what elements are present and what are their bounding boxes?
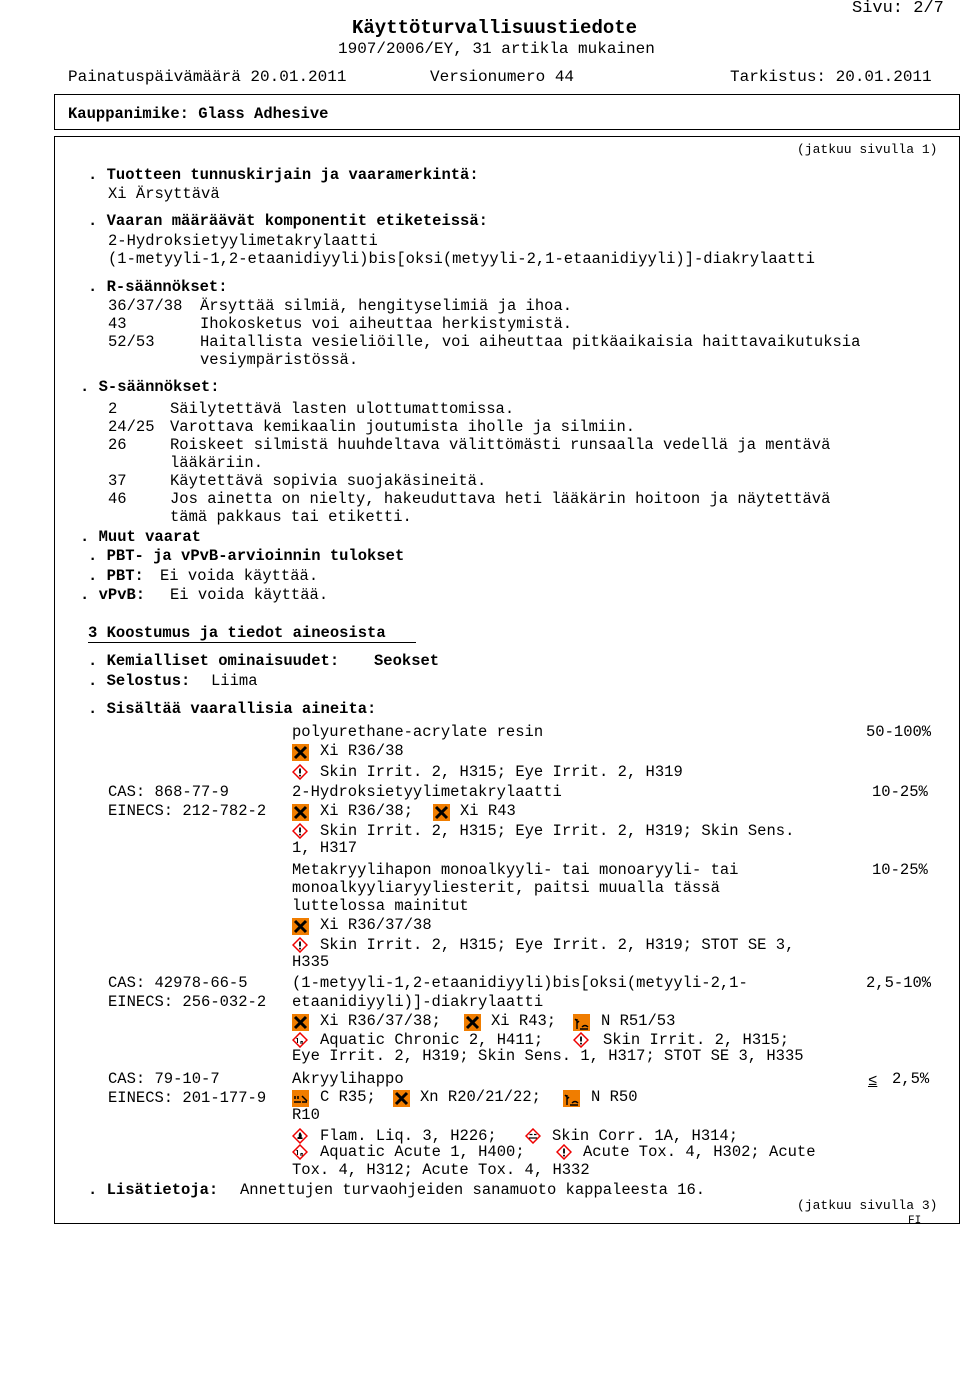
substance-name: (1-metyyli-1,2-etaanidiyyli)bis[oksi(metyyli-2,1- bbox=[292, 974, 748, 992]
substance-percent: 2,5% bbox=[892, 1070, 930, 1088]
r-code: 43 bbox=[108, 315, 127, 333]
xi-harmful-icon bbox=[292, 918, 308, 934]
xi-harmful-icon bbox=[292, 804, 308, 820]
trade-name: Kauppanimike: Glass Adhesive bbox=[68, 105, 329, 123]
s-text: Säilytettävä lasten ulottumattomissa. bbox=[170, 400, 515, 418]
label-components: . Vaaran määräävät komponentit etiketeissä: bbox=[88, 212, 488, 230]
vpvb-value: Ei voida käyttää. bbox=[170, 586, 329, 604]
s-text: Käytettävä sopivia suojakäsineitä. bbox=[170, 472, 487, 490]
environment-hazard-icon bbox=[573, 1014, 589, 1030]
identifiers-value: Xi Ärsyttävä bbox=[108, 185, 220, 203]
substance-line: Skin Irrit. 2, H315; bbox=[603, 1031, 790, 1049]
version-number: Versionumero 44 bbox=[430, 68, 575, 86]
substance-percent: 50-100% bbox=[866, 723, 932, 741]
print-date: Painatuspäivämäärä 20.01.2011 bbox=[68, 68, 347, 86]
r-text: Ihokosketus voi aiheuttaa herkistymistä. bbox=[200, 315, 573, 333]
xn-harmful-icon bbox=[393, 1090, 409, 1106]
exclamation-icon bbox=[556, 1144, 572, 1160]
corrosive-icon bbox=[292, 1090, 308, 1106]
environment-icon bbox=[292, 1032, 308, 1048]
exclamation-icon bbox=[292, 937, 308, 953]
cas-number: CAS: 42978-66-5 bbox=[108, 974, 248, 992]
flame-icon bbox=[292, 1128, 308, 1144]
substance-line: Acute Tox. 4, H302; Acute bbox=[583, 1143, 816, 1161]
s-code: 24/25 bbox=[108, 418, 155, 436]
pbt-value: Ei voida käyttää. bbox=[160, 567, 319, 585]
pbt-title: . PBT- ja vPvB-arvioinnin tulokset bbox=[88, 547, 405, 565]
document-title: Käyttöturvallisuustiedote bbox=[352, 17, 638, 39]
continued-to: (jatkuu sivulla 3) bbox=[797, 1198, 938, 1213]
s-text-cont: lääkäriin. bbox=[170, 454, 264, 472]
substance-name: luttelossa mainitut bbox=[292, 897, 469, 915]
substance-name: polyurethane-acrylate resin bbox=[292, 723, 544, 741]
s-code: 2 bbox=[108, 400, 118, 418]
substance-line: Xi R36/38 bbox=[320, 742, 404, 760]
substance-line: R10 bbox=[292, 1106, 320, 1124]
substance-line: 1, H317 bbox=[292, 839, 358, 857]
environment-icon bbox=[292, 1144, 308, 1160]
substance-name: Metakryylihapon monoalkyyli- tai monoaryyli- tai bbox=[292, 861, 739, 879]
component-1: 2-Hydroksietyylimetakrylaatti bbox=[108, 232, 378, 250]
exclamation-icon bbox=[292, 764, 308, 780]
s-code: 46 bbox=[108, 490, 127, 508]
einecs-number: EINECS: 212-782-2 bbox=[108, 802, 267, 820]
einecs-number: EINECS: 201-177-9 bbox=[108, 1089, 267, 1107]
xi-harmful-icon bbox=[433, 804, 449, 820]
desc-label: . Selostus: bbox=[88, 672, 191, 690]
additional-value: Annettujen turvaohjeiden sanamuoto kappaleesta 16. bbox=[240, 1181, 706, 1199]
other-hazards: . Muut vaarat bbox=[80, 528, 201, 546]
language-code: FI bbox=[908, 1215, 922, 1227]
r-text: Ärsyttää silmiä, hengityselimiä ja ihoa. bbox=[200, 297, 573, 315]
additional-label: . Lisätietoja: bbox=[88, 1181, 219, 1199]
substance-line: Xi R43 bbox=[460, 802, 516, 820]
substance-line: Skin Irrit. 2, H315; Eye Irrit. 2, H319; Skin Sens. bbox=[320, 822, 795, 840]
substance-line: Aquatic Chronic 2, H411; bbox=[320, 1031, 544, 1049]
regulation-text: 1907/2006/EY, 31 artikla mukainen bbox=[338, 40, 655, 58]
substance-line: Xi R36/37/38 bbox=[320, 916, 432, 934]
chem-value: Seokset bbox=[374, 652, 440, 670]
substance-line: Skin Irrit. 2, H315; Eye Irrit. 2, H319 bbox=[320, 763, 683, 781]
substance-line: C R35; bbox=[320, 1088, 376, 1106]
pbt-label: . PBT: bbox=[88, 567, 144, 585]
continued-from: (jatkuu sivulla 1) bbox=[797, 142, 938, 157]
substance-line: Xi R36/37/38; bbox=[320, 1012, 441, 1030]
substance-line: Xn R20/21/22; bbox=[420, 1088, 541, 1106]
cas-number: CAS: 868-77-9 bbox=[108, 783, 229, 801]
exclamation-icon bbox=[292, 823, 308, 839]
r-text-cont: vesiympäristössä. bbox=[200, 351, 359, 369]
substance-line: N R50 bbox=[591, 1088, 638, 1106]
revision-date: Tarkistus: 20.01.2011 bbox=[730, 68, 932, 86]
desc-value: Liima bbox=[211, 672, 258, 690]
substance-percent: 10-25% bbox=[872, 861, 928, 879]
substance-line: Flam. Liq. 3, H226; bbox=[320, 1127, 497, 1145]
substance-line: Xi R36/38; bbox=[320, 802, 414, 820]
less-equal-symbol: ≤ bbox=[868, 1072, 878, 1090]
corrosion-icon bbox=[525, 1128, 541, 1144]
r-code: 52/53 bbox=[108, 333, 155, 351]
environment-hazard-icon bbox=[563, 1090, 579, 1106]
s-code: 26 bbox=[108, 436, 127, 454]
substance-line: N R51/53 bbox=[601, 1012, 676, 1030]
label-identifiers: . Tuotteen tunnuskirjain ja vaaramerkintä: bbox=[88, 166, 479, 184]
r-text: Haitallista vesieliöille, voi aiheuttaa pitkäaikaisia haittavaikutuksia bbox=[200, 333, 861, 351]
substance-name: 2-Hydroksietyylimetakrylaatti bbox=[292, 783, 562, 801]
page-number: Sivu: 2/7 bbox=[852, 0, 944, 18]
s-text-cont: tämä pakkaus tai etiketti. bbox=[170, 508, 412, 526]
substance-line: Tox. 4, H312; Acute Tox. 4, H332 bbox=[292, 1161, 590, 1179]
substance-line: Skin Corr. 1A, H314; bbox=[552, 1127, 739, 1145]
einecs-number: EINECS: 256-032-2 bbox=[108, 993, 267, 1011]
substance-name: Akryylihappo bbox=[292, 1070, 404, 1088]
s-text: Varottava kemikaalin joutumista iholle ja silmiin. bbox=[170, 418, 636, 436]
xi-harmful-icon bbox=[292, 1014, 308, 1030]
substance-name: monoalkyyliaryyliesterit, paitsi muualla tässä bbox=[292, 879, 720, 897]
vpvb-label: . vPvB: bbox=[80, 586, 146, 604]
section-3-underline bbox=[88, 642, 416, 643]
hazardous-title: . Sisältää vaarallisia aineita: bbox=[88, 700, 377, 718]
s-text: Jos ainetta on nielty, hakeuduttava heti lääkärin hoitoon ja näytettävä bbox=[170, 490, 831, 508]
substance-line: Aquatic Acute 1, H400; bbox=[320, 1143, 525, 1161]
substance-percent: 2,5-10% bbox=[866, 974, 932, 992]
chem-label: . Kemialliset ominaisuudet: bbox=[88, 652, 340, 670]
substance-name: etaanidiyyli)]-diakrylaatti bbox=[292, 993, 544, 1011]
label-s-phrases: . S-säännökset: bbox=[80, 378, 220, 396]
label-r-phrases: . R-säännökset: bbox=[88, 278, 228, 296]
s-code: 37 bbox=[108, 472, 127, 490]
xi-harmful-icon bbox=[464, 1014, 480, 1030]
exclamation-icon bbox=[573, 1032, 589, 1048]
substance-line: Skin Irrit. 2, H315; Eye Irrit. 2, H319; STOT SE 3, bbox=[320, 936, 795, 954]
cas-number: CAS: 79-10-7 bbox=[108, 1070, 220, 1088]
substance-line: H335 bbox=[292, 953, 330, 971]
substance-line: Xi R43; bbox=[491, 1012, 557, 1030]
section-3-title: 3 Koostumus ja tiedot aineosista bbox=[88, 624, 386, 642]
substance-percent: 10-25% bbox=[872, 783, 928, 801]
substance-line: Eye Irrit. 2, H319; Skin Sens. 1, H317; STOT SE 3, H335 bbox=[292, 1047, 804, 1065]
r-code: 36/37/38 bbox=[108, 297, 183, 315]
xi-harmful-icon bbox=[292, 744, 308, 760]
component-2: (1-metyyli-1,2-etaanidiyyli)bis[oksi(metyyli-2,1-etaanidiyyli)]-diakrylaatti bbox=[108, 250, 815, 268]
s-text: Roiskeet silmistä huuhdeltava välittömästi runsaalla vedellä ja mentävä bbox=[170, 436, 831, 454]
